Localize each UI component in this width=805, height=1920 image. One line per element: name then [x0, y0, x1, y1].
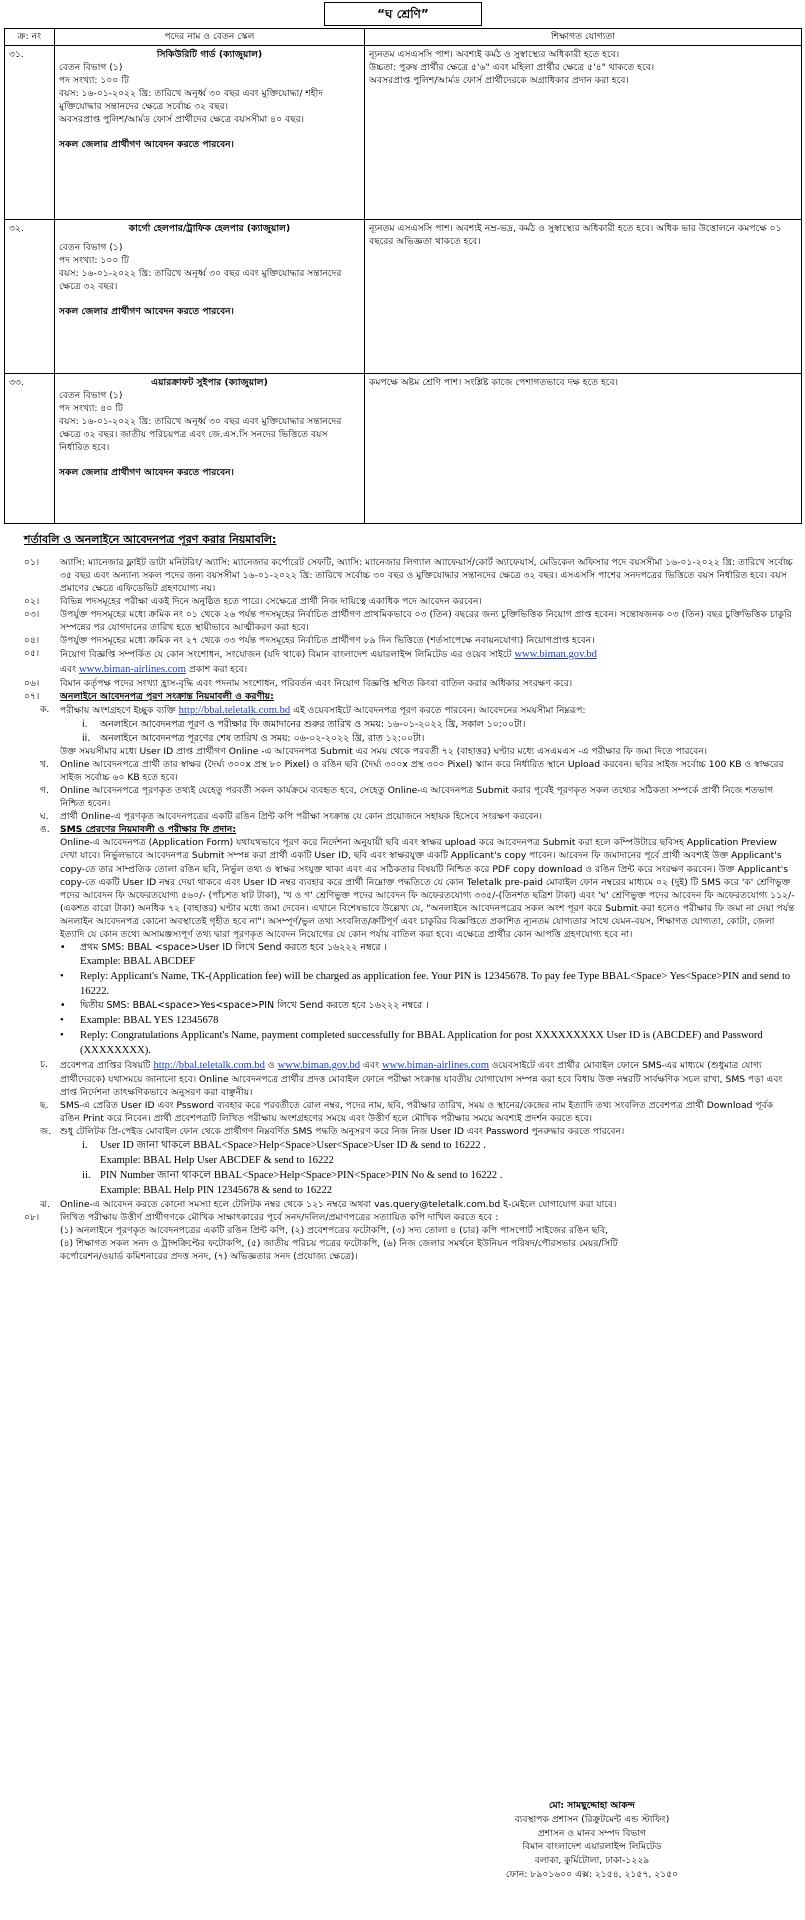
rule-text: অনলাইনে আবেদনপত্র পূরণ সংক্রান্ত নিয়মাবলী ও করণীয়: — [60, 691, 274, 703]
recovery-line — [10, 1168, 795, 1198]
rule-item — [10, 634, 795, 647]
subitem-text: শুধু টেলিটক প্রি-পেইড মোবাইল ফোন থেকে প্রার্থীগণ নিম্নবর্ণিত SMS পদ্ধতি অনুসরণ করে নিজ নিজ User ID এবং Password পুনরুদ্ধার করতে পারবেন। — [60, 1126, 625, 1138]
post-name: এয়ারক্রাফট সুইপার (ক্যাজুয়াল) — [151, 377, 268, 388]
post-line: বেতন বিভাগ (১) — [59, 242, 123, 254]
subitem-number: গ. — [40, 785, 49, 797]
recovery-text: User ID জানা থাকলে BBAL<Space>Help<Space>User<Space>User ID & send to 16222 . — [100, 1140, 486, 1152]
document-list-line: (১) অনলাইনে পূরণকৃত আবেদনপত্রের একটি রঙিন প্রিন্ট কপি, (২) প্রবেশপত্রের ফটোকপি, (৩) সদ্য তোলা ৪ (চার) কপি পাসপোর্ট সাইজের রঙিন ছবি, — [60, 1225, 609, 1237]
rule-text: অ্যাসি: ম্যানেজার ফ্লাইট ডাটা মনিটরিং/ অ্যাসি: ম্যানেজার কর্পোরেট সেফটি, অ্যাসি: ম্যানেজার লিগ্যাল অ্যাফেয়ার্স/কোর্ট অ্যাফেয়ার্স, মেডিকেল অফিসার পদে বয়সসীমা ১৬-০১-২০২২ খ্রি: তারিখে সর্বোচ্চ ৩৫ বছর এবং অন্যান্য সকল পদের জন্য বয়সসীমা ১৬-০১-২০২২ খ্রি: তারিখে সর্বোচ্চ ৩০ বছর ও মুক্তিযোদ্ধার সন্তানদের ক্ষেত্রে ৩২ বছর। এসএসসি পাশের সনদপত্রের ভিত্তিতে বয়স নির্ধারিত হবে। বয়স প্রমাণের ক্ষেত্রে এফিডেভিট গ্রহণযোগ্য নয়। — [60, 556, 793, 594]
rule-item — [10, 556, 795, 595]
row-qualification — [365, 46, 802, 220]
row-post-details — [55, 46, 365, 220]
rule-text: প্রকাশ করা হবে। — [188, 664, 248, 676]
subitem-text: Online আবেদনপত্রে প্রার্থী তার স্বাক্ষর (দৈর্ঘ্য ৩০০x প্রস্থ ৮০ Pixel) ও রঙিন ছবি (দৈর্ঘ্য ৩০০x প্রস্থ ৩০০ Pixel) স্ক্যান করে নির্ধারিত স্থানে Upload করবেন। ছবির সাইজ সর্বোচ্চ 100 KB ও স্বাক্ষরের সাইজ সর্বোচ্চ ৬০ KB হতে হবে। — [60, 759, 784, 784]
sms-example: Example: BBAL ABCDEF — [80, 956, 195, 968]
rule-item — [10, 1211, 795, 1224]
sms-reply: Reply: Congratulations Applicant's Name, payment completed successfully for BBAL Application for post XXXXXXXXX User ID is (ABCDEF) and Password (XXXXXXXX). — [80, 1029, 763, 1056]
sms-bullet — [10, 1028, 795, 1058]
rule-number: ০৬। — [24, 678, 40, 690]
rule-item — [10, 690, 795, 703]
subitem-title: SMS প্রেরণের নিয়মাবলী ও পরীক্ষার ফি প্রদান: — [60, 824, 237, 836]
subitem-text: Online-এ আবেদনপত্র (Application Form) যথাযথভাবে পূরণ করে নির্দেশনা অনুযায়ী ছবি এবং স্বাক্ষর upload করে আবেদনপত্র Submit করা হলে কম্পিউটারে ছবিসহ Application Preview দেখা যাবে। নির্ভুলভাবে আবেদনপত্র Submit সম্পন্ন করা প্রার্থী একটি User ID, ছবি এবং স্বাক্ষরযুক্ত একটি Applicant's copy পাবেন। আবেদন ফি জমাদানের পূর্বে প্রার্থী অবশ্যই উক্ত Applicant's copy-তে তার সাম্প্রতিক তোলা রঙিন ছবি, নির্ভুল তথ্য ও স্বাক্ষর সংযুক্ত থাকা এবং এর সঠিকতার বিষয়টি নিশ্চিত করে PDF copy download ও রঙিন প্রিন্ট করে সংরক্ষণ করবেন। উক্ত Applicant's copy-তে একটি User ID নম্বর দেয়া থাকবে এবং User ID নম্বর ব্যবহার করে প্রার্থী নিম্নোক্ত পদ্ধতিতে যে কোন Teletalk pre-paid মোবাইল ফোন নম্বরের মাধ্যমে ০২ (দুই) টি SMS করে 'ক' শ্রেণিভুক্ত পদের আবেদন ফি অফেরতযোগ্য ৫৬০/- (পাঁচশত ষাট টাকা), 'খ ও গ' শ্রেণিভুক্ত পদের আবেদন ফি অফেরতযোগ্য ৩৩৫/-(তিনশত ছত্রিশ টাকা) এবং 'ঘ' শ্রেণিভুক্ত পদের আবেদন ফি অফেরতযোগ্য ১১২/-(একশত বারো টাকা) অনধিক ৭২ (বাহাত্তর) ঘণ্টার মধ্যে জমা দেবেন। এখানে বিশেষভাবে উল্লেখ্য যে, "অনলাইনে আবেদনপত্রের সকল অংশ পূরণ করে Submit করা হলেও পরীক্ষার ফি জমা না দেয়া পর্যন্ত অনলাইন আবেদনপত্র কোনো অবস্থাতেই গৃহীত হবে না"। অসম্পূর্ণ/ভুল তথ্য সংবলিত/ক্রটিপূর্ণ এবং চাকুরির বিজ্ঞপ্তিতে প্রকাশিত ন্যূনতম যোগ্যতার সাথে যেমন-বয়স, শিক্ষাগত যোগ্যতা, কোটা, জেলা ইত্যাদি যে কোন তথ্যে অসামঞ্জস্যপূর্ণ তথ্য দ্বারা পূরণকৃত আবেদন নিয়োগের যে কোন পর্যায় বাতিল করা হবে। এক্ষেত্রে প্রার্থীর কোন আপত্তি গ্রহণযোগ্য হবে না। — [60, 837, 795, 940]
subitem-text: ও — [267, 1059, 275, 1071]
job-table — [4, 28, 802, 524]
rule-text: এবং — [60, 664, 77, 676]
table-header-row — [5, 29, 802, 46]
rule-text: লিখিত পরীক্ষায় উত্তীর্ণ প্রার্থীগণকে মৌখিক সাক্ষাৎকারের পূর্বে সনদ/দলিল/প্রমাণপত্রের সত্যায়িত কপি দাখিল করতে হবে : — [60, 1212, 499, 1224]
post-line: অবসরপ্রাপ্ত পুলিশ/আর্মড ফোর্স প্রার্থীদের ক্ষেত্রে বয়সসীমা ৪০ বছর। — [59, 114, 305, 126]
signatory-name: মো: সামছুদ্দোহা আকন্দ — [548, 1800, 636, 1811]
bullet-icon: • — [60, 1000, 66, 1012]
rules-heading: শর্তাবলি ও অনলাইনে আবেদনপত্র পূরণ করার নিয়মাবলি: — [24, 533, 277, 546]
subitem-number: চ. — [40, 1058, 48, 1070]
subitem-number: ঝ. — [40, 1199, 50, 1211]
qualification-line: উচ্চতা: পুরুষ প্রার্থীর ক্ষেত্রে ৫'৬" এবং মহিলা প্রার্থীর ক্ষেত্রে ৫'৪" থাকতে হবে। — [369, 62, 655, 74]
date-line — [10, 732, 795, 745]
sms-bullet — [10, 999, 795, 1012]
rule-text: উপর্যুক্ত পদসমূহের মধ্যে ক্রমিক নং ২৭ থেকে ৩৩ পর্যন্ত পদসমূহের নির্বাচিত প্রার্থীগণ ৮৯ দিন ভিত্তিতে (শর্তসাপেক্ষে নবায়নযোগ্য) নিয়োগপ্রাপ্ত হবেন। — [60, 634, 595, 646]
sms-reply: Reply: Applicant's Name, TK-(Application fee) will be charged as application fee. Your PIN is 12345678. To pay fee Type BBAL<Space> Yes<Space>PIN and send to 16222. — [80, 971, 791, 998]
rule-subitem — [10, 823, 795, 941]
header-qualification: শিক্ষাগত যোগ্যতা — [365, 29, 802, 46]
bullet-icon: • — [60, 941, 66, 953]
post-line: পদ সংখ্যা: ১০০ টি — [59, 75, 129, 87]
rule-subitem — [10, 784, 795, 810]
subitem-text: এবং — [363, 1059, 380, 1071]
row-post-details — [55, 374, 365, 524]
subitem-text: ওয়েবসাইটে এবং প্রার্থীর মোবাইল ফোনে SMS-এর মাধ্যমে (শুধুমাত্র যোগ্য প্রার্থীদেরকে) যথাসময়ে জানানো হবে। Online আবেদনপত্রে প্রার্থীর প্রদত্ত মোবাইল ফোনে পরীক্ষা সংক্রান্ত যাবতীয় যোগাযোগ সম্পন্ন করা হবে বিধায় উক্ত নম্বরটি সার্বক্ষণিক সচল রাখা, SMS পড়া এবং প্রাপ্ত নির্দেশনা তাৎক্ষণিকভাবে অনুসরণ করা বাঞ্ছনীয়। — [60, 1059, 783, 1098]
subitem-text: প্রবেশপত্র প্রাপ্তির বিষয়টি — [60, 1059, 151, 1071]
rule-subitem — [10, 758, 795, 784]
row-qualification — [365, 374, 802, 524]
rule-subitem — [10, 810, 795, 823]
signatory-address: বলাকা, কুর্মিটোলা, ঢাকা-১২২৯ — [534, 1855, 650, 1867]
rule-subitem — [10, 1099, 795, 1125]
rule-subitem-tail — [10, 745, 795, 758]
subitem-number: জ. — [40, 1126, 52, 1138]
date-text: অনলাইনে আবেদনপত্র পূরণের শেষ তারিখ ও সময়: ০৬-০২-২০২২ খ্রি, রাত ১২:০০টা। — [100, 732, 425, 744]
qualification-line: কমপক্ষে অষ্টম শ্রেণি পাশ। সংশ্লিষ্ট কাজে পেশাগতভাবে দক্ষ হতে হবে। — [369, 377, 619, 388]
post-name: সিকিউরিটি গার্ড (ক্যাজুয়াল) — [156, 49, 263, 60]
rule-item — [10, 647, 795, 677]
bullet-icon: • — [60, 1014, 64, 1026]
rules-section — [10, 528, 795, 1264]
signature-block — [482, 1799, 702, 1882]
all-district-note: সকল জেলার প্রার্থীগণ আবেদন করতে পারবেন। — [59, 306, 234, 318]
signatory-department: প্রশাসন ও মানব সম্পদ বিভাগ — [537, 1827, 647, 1839]
subitem-text: উক্ত সময়সীমার মধ্যে User ID প্রাপ্ত প্রার্থীগণ Online -এ আবেদনপত্র Submit এর সময় থেকে পরবর্তী ৭২ (বাহাত্তর) ঘণ্টার মধ্যে এসএমএস -এ পরীক্ষার ফি জমা দিতে পারবেন। — [60, 745, 708, 757]
post-line: বয়স: ১৬-০১-২০২২ খ্রি: তারিখে অনূর্ধ্ব ৩০ বছর এবং মুক্তিযোদ্ধা/ শহীদ মুক্তিযোদ্ধার সন্তানদের ক্ষেত্রে সর্বোচ্চ ৩২ বছর। — [59, 88, 324, 113]
date-number: i. — [82, 719, 88, 731]
rule-number: ০৮। — [24, 1212, 40, 1224]
rule-item — [10, 608, 795, 634]
row-serial: ৩২. — [5, 220, 55, 374]
all-district-note: সকল জেলার প্রার্থীগণ আবেদন করতে পারবেন। — [59, 467, 234, 479]
rule-number: ০১। — [24, 556, 40, 568]
document-list-line: কর্পোরেশন/ওয়ার্ড কমিশনারের প্রদত্ত সনদ, (৭) অভিজ্ঞতার সনদ (প্রযোজ্য ক্ষেত্রে)। — [60, 1251, 358, 1263]
rule-number: ০২। — [24, 595, 40, 607]
sms-bullet — [10, 1013, 795, 1028]
recovery-example: Example: BBAL Help PIN 12345678 & send to 16222 — [100, 1185, 333, 1197]
header-serial: ক্র: নং — [5, 29, 55, 46]
signatory-designation: ব্যবস্থাপক প্রশাসন (রিক্রুটমেন্ট এন্ড স্টাফিং) — [514, 1813, 670, 1825]
row-post-details — [55, 220, 365, 374]
signatory-organization: বিমান বাংলাদেশ এয়ারলাইন্স লিমিটেড — [522, 1841, 662, 1853]
bullet-icon: • — [60, 971, 64, 983]
date-line — [10, 718, 795, 731]
rule-subitem — [10, 1198, 795, 1211]
biman-airlines-link[interactable]: www.biman-airlines.com — [78, 664, 186, 676]
recovery-text: PIN Number জানা থাকলে BBAL<Space>Help<Space>PIN<Space>PIN No & send to 16222 . — [100, 1170, 503, 1182]
biman-gov-link[interactable]: www.biman.gov.bd — [277, 1059, 361, 1071]
subitem-text: Online-এ আবেদন করতে কোনো সমস্যা হলে টেলিটক নম্বর থেকে ১২১ নম্বরে অথবা vas.query@teletalk.com.bd ই-মেইলে যোগাযোগ করা যাবে। — [60, 1199, 617, 1211]
biman-airlines-link[interactable]: www.biman-airlines.com — [381, 1059, 489, 1071]
recovery-number: i. — [82, 1140, 88, 1152]
subitem-text: Online আবেদনপত্রে পূরণকৃত তথ্যই যেহেতু পরবর্তী সকল কার্যক্রমে ব্যবহৃত হবে, সেহেতু Online-এ আবেদনপত্র Submit করার পূর্বেই পূরণকৃত সকল তথ্যের সঠিকতা সম্পর্কে প্রার্থী নিজে শতভাগ নিশ্চিত হবেন। — [60, 785, 774, 810]
teletalk-link[interactable]: http://bbal.teletalk.com.bd — [178, 705, 291, 717]
sms-bullet — [10, 969, 795, 999]
date-number: ii. — [82, 732, 91, 744]
row-serial: ৩৩. — [5, 374, 55, 524]
post-line: বেতন বিভাগ (১) — [59, 62, 123, 74]
subitem-number: ক. — [40, 704, 50, 716]
teletalk-link[interactable]: http://bbal.teletalk.com.bd — [153, 1059, 265, 1071]
post-line: পদ সংখ্যা: ৪০ টি — [59, 403, 123, 415]
biman-gov-link[interactable]: www.biman.gov.bd — [514, 649, 597, 661]
rule-number: ০৭। — [24, 691, 40, 703]
recovery-example: Example: BBAL Help User ABCDEF & send to 16222 — [100, 1155, 334, 1167]
post-line: বয়স: ১৬-০১-২০২২ খ্রি: তারিখে অনূর্ধ্ব ৩০ বছর এবং মুক্তিযোদ্ধার সন্তানদের ক্ষেত্রে ৩২ বছর। — [59, 268, 342, 293]
rule-number: ০৩। — [24, 608, 40, 620]
rule-text: উপর্যুক্ত পদসমূহের মধ্যে ক্রমিক নং ০১ থেকে ২৬ পর্যন্ত পদসমূহের নির্বাচিত প্রার্থীগণ প্রাথমিকভাবে ০৩ (তিন) বছরের জন্য চুক্তিভিত্তিক নিয়োগ প্রাপ্ত হবেন। সন্তোষজনক ০৩ (তিন) বছর চুক্তিভিত্তিক চাকুরি সম্পন্নের পর যোগদানের তারিখ হতে স্থায়ীভাবে আত্মীকরণ করা হবে। — [60, 608, 792, 633]
rule-number: ০৪। — [24, 634, 40, 646]
qualification-line: ন্যূনতম এসএসসি পাশ। অবশ্যই নম্র-ভদ্র, কর্মঠ ও সুস্বাস্থ্যের অধিকারী হতে হবে। অধিক ভার উত্তোলনে কমপক্ষে ০১ বছরের অভিজ্ঞতা থাকতে হবে। — [369, 223, 782, 248]
row-serial: ৩১. — [5, 46, 55, 220]
qualification-line: ন্যূনতম এসএসসি পাশ। অবশ্যই কর্মঠ ও সুস্বাস্থ্যের অধিকারী হতে হবে। — [369, 49, 620, 60]
rule-subitem — [10, 1058, 795, 1099]
document-list-line: (৪) শিক্ষাগত সকল সনদ ও ট্রান্সক্রিপ্টের ফটোকপি, (৫) জাতীয় পরিচয় পত্রের ফটোকপি, (৬) নিজ জেলার সমর্থনে ইউনিয়ন পরিষদ/পৌরসভার মেয়র/সিটি — [60, 1238, 618, 1250]
post-name: কার্গো হেলপার/ট্রাফিক হেলপার (ক্যাজুয়াল) — [128, 223, 291, 234]
category-title: “ঘ শ্রেণি” — [324, 2, 482, 26]
date-text: অনলাইনে আবেদনপত্র পূরণ ও পরীক্ষার ফি জমাদানের শুরুর তারিখ ও সময়: ১৬-০১-২০২২ খ্রি, সকাল ১০:০০টা। — [100, 719, 526, 731]
rule-subitem — [10, 703, 795, 718]
subitem-text: পরীক্ষায় অংশগ্রহণে ইচ্ছুক ব্যক্তি — [60, 705, 176, 717]
rule-number: ০৫। — [24, 648, 40, 660]
sms-example: Example: BBAL YES 12345678 — [80, 1014, 219, 1026]
sms-text: প্রথম SMS: BBAL <space>User ID লিখে Send করতে হবে ১৬২২২ নম্বরে । — [80, 941, 387, 953]
rule-text: নিয়োগ বিজ্ঞপ্তি সম্পর্কিত যে কোন সংশোধন, সংযোজন (যদি থাকে) বিমান বাংলাদেশ এয়ারলাইন্স লিমিটেড এর ওয়েব সাইটে — [60, 649, 512, 661]
rule-item — [10, 677, 795, 690]
subitem-text: SMS-এ প্রেরিত User ID এবং Pssword ব্যবহার করে পরবর্তীতে রোল নম্বর, পদের নাম, ছবি, পরীক্ষার তারিখ, সময় ও স্থানের/কেন্দ্রের নাম ইত্যাদি তথ্য সংবলিত প্রবেশপত্র প্রার্থী Download পূর্বক রঙিন Print করে নিবেন। প্রার্থী প্রবেশপত্রটি লিখিত পরীক্ষায় অংশগ্রহণের সময়ে এবং উত্তীর্ণ হলে মৌখিক পরীক্ষার সময়ে অবশ্যই প্রদর্শন করতে হবে। — [60, 1099, 774, 1124]
rule-subitem — [10, 1125, 795, 1138]
rule-item — [10, 595, 795, 608]
row-qualification — [365, 220, 802, 374]
rule-text: বিভিন্ন পদসমূহের পরীক্ষা একই দিনে অনুষ্ঠিত হতে পারে। সেক্ষেত্রে প্রার্থী নিজ দায়িত্বে একাধিক পদে আবেদন করবেন। — [60, 595, 482, 607]
recovery-number: ii. — [82, 1170, 91, 1182]
rule-text: বিমান কর্তৃপক্ষ পদের সংখ্যা হ্রাস-বৃদ্ধি এবং পদনাম সংশোধন, পরিবর্তন এবং নিয়োগ বিজ্ঞপ্তি স্থগিত কিংবা বাতিল করার অধিকার সংরক্ষণ করে। — [60, 678, 573, 690]
recovery-line — [10, 1138, 795, 1168]
bullet-icon: • — [60, 1029, 64, 1041]
qualification-line: অবসরপ্রাপ্ত পুলিশ/আর্মড ফোর্স প্রার্থীদেরকে অগ্রাধিকার প্রদান করা হবে। — [369, 75, 629, 87]
post-line: বেতন বিভাগ (১) — [59, 390, 123, 402]
header-post: পদের নাম ও বেতন স্কেল — [55, 29, 365, 46]
table-row — [5, 220, 802, 374]
table-row — [5, 374, 802, 524]
subitem-number: ঘ. — [40, 811, 49, 823]
signatory-phone: ফোন: ৮৯০১৬০০ এক্স: ২১৫৪, ২১৫৭, ২১৫০ — [505, 1868, 679, 1880]
post-line: পদ সংখ্যা: ১০০ টি — [59, 255, 129, 267]
sms-text: দ্বিতীয় SMS: BBAL<space>Yes<space>PIN লিখে Send করতে হবে ১৬২২২ নম্বরে । — [80, 1000, 429, 1012]
subitem-number: ঙ. — [40, 824, 50, 836]
subitem-number: ছ. — [40, 1099, 49, 1111]
all-district-note: সকল জেলার প্রার্থীগণ আবেদন করতে পারবেন। — [59, 139, 234, 151]
subitem-text: প্রার্থী Online-এ পূরণকৃত আবেদনপত্রের একটি রঙিন প্রিন্ট কপি পরীক্ষা সংক্রান্ত যে কোন প্রয়োজনে সহায়ক হিসেবে সংরক্ষণ করবেন। — [60, 811, 543, 823]
subitem-number: খ. — [40, 759, 49, 771]
table-row — [5, 46, 802, 220]
post-line: বয়স: ১৬-০১-২০২২ খ্রি: তারিখে অনূর্ধ্ব ৩০ বছর এবং মুক্তিযোদ্ধার সন্তানদের ক্ষেত্রে ৩২ বছর। জাতীয় পরিচয়পত্র এবং জে.এস.সি সনদের ভিত্তিতে বয়স নির্ধারিত হবে। — [59, 416, 342, 454]
subitem-text: এই ওয়েবসাইটে আবেদনপত্র পূরণ করতে পারবেন। আবেদনের সময়সীমা নিম্নরূপ: — [293, 705, 586, 717]
sms-bullet — [10, 941, 795, 954]
